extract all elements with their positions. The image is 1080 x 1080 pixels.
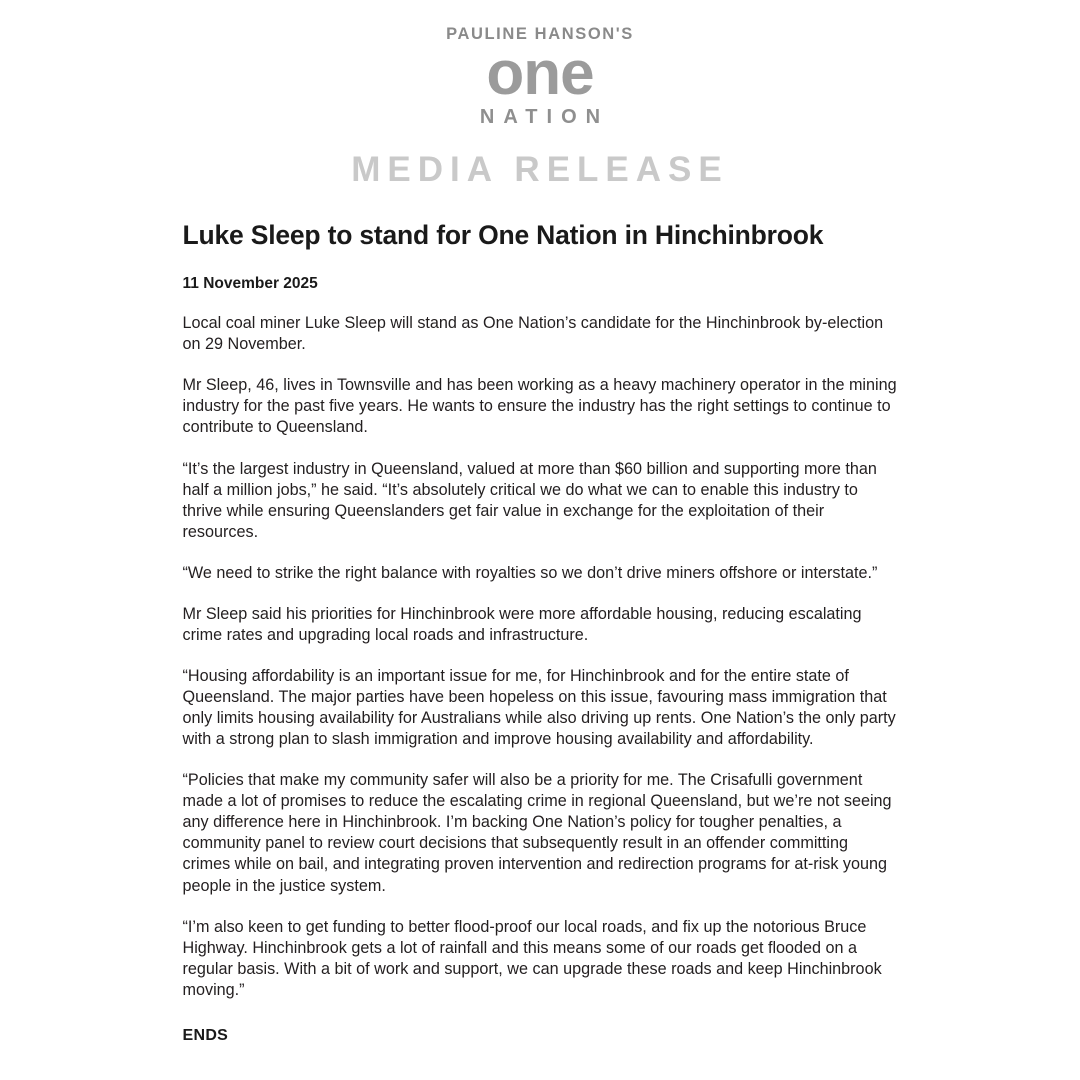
document-body	[183, 220, 898, 1044]
page-title: Luke Sleep to stand for One Nation in Hinchinbrook	[182, 220, 824, 251]
logo-wordmark: one	[486, 38, 594, 108]
paragraph: “Policies that make my community safer will also be a priority for me. The Crisafulli government made a lot of promises to reduce the escalating crime in regional Queensland, but we’re not seeing any difference here in Hinchinbrook. I’m backing One Nation’s policy for tougher penalties, a community panel to review court decisions that subsequently result in an offender committing crimes while on bail, and integrating proven intervention and redirection programs for at-risk young people in the justice system.	[182, 771, 892, 895]
one-nation-logo	[446, 26, 634, 127]
paragraph: Mr Sleep said his priorities for Hinchinbrook were more affordable housing, reducing escalating crime rates and upgrading local roads and infrastructure.	[182, 604, 862, 644]
ends-marker: ENDS	[182, 1026, 229, 1044]
logo-bottom-text: NATION	[479, 106, 610, 129]
release-date: 11 November 2025	[182, 275, 318, 293]
letterhead	[0, 0, 1080, 190]
paragraph: “Housing affordability is an important issue for me, for Hinchinbrook and for the entire state of Queensland. The major parties have been hopeless on this issue, favouring mass immigration that only limits housing availability for Australians while also driving up rents. One Nation’s the only party with a strong plan to slash immigration and improve housing availability and affordability.	[182, 666, 896, 749]
paragraph: “It’s the largest industry in Queensland, valued at more than $60 billion and supporting more than half a million jobs,” he said. “It’s absolutely critical we do what we can to enable this industry to thrive while ensuring Queenslanders get fair value in exchange for the exploitation of their resources.	[182, 459, 877, 541]
media-release-banner: MEDIA RELEASE	[351, 150, 729, 190]
paragraph: Local coal miner Luke Sleep will stand as One Nation’s candidate for the Hinchinbrook by-election on 29 November.	[182, 314, 884, 354]
logo-top-text: PAULINE HANSON'S	[446, 25, 634, 43]
paragraph: “I’m also keen to get funding to better flood-proof our local roads, and fix up the notorious Bruce Highway. Hinchinbrook gets a lot of rainfall and this means some of our roads get flooded on a regular basis. With a bit of work and support, we can upgrade these roads and keep Hinchinbrook moving.”	[182, 917, 882, 999]
paragraph: Mr Sleep, 46, lives in Townsville and has been working as a heavy machinery operator in the mining industry for the past five years. He wants to ensure the industry has the right settings to continue to contribute to Queensland.	[182, 376, 897, 437]
paragraph: “We need to strike the right balance with royalties so we don’t drive miners offshore or interstate.”	[182, 563, 878, 582]
